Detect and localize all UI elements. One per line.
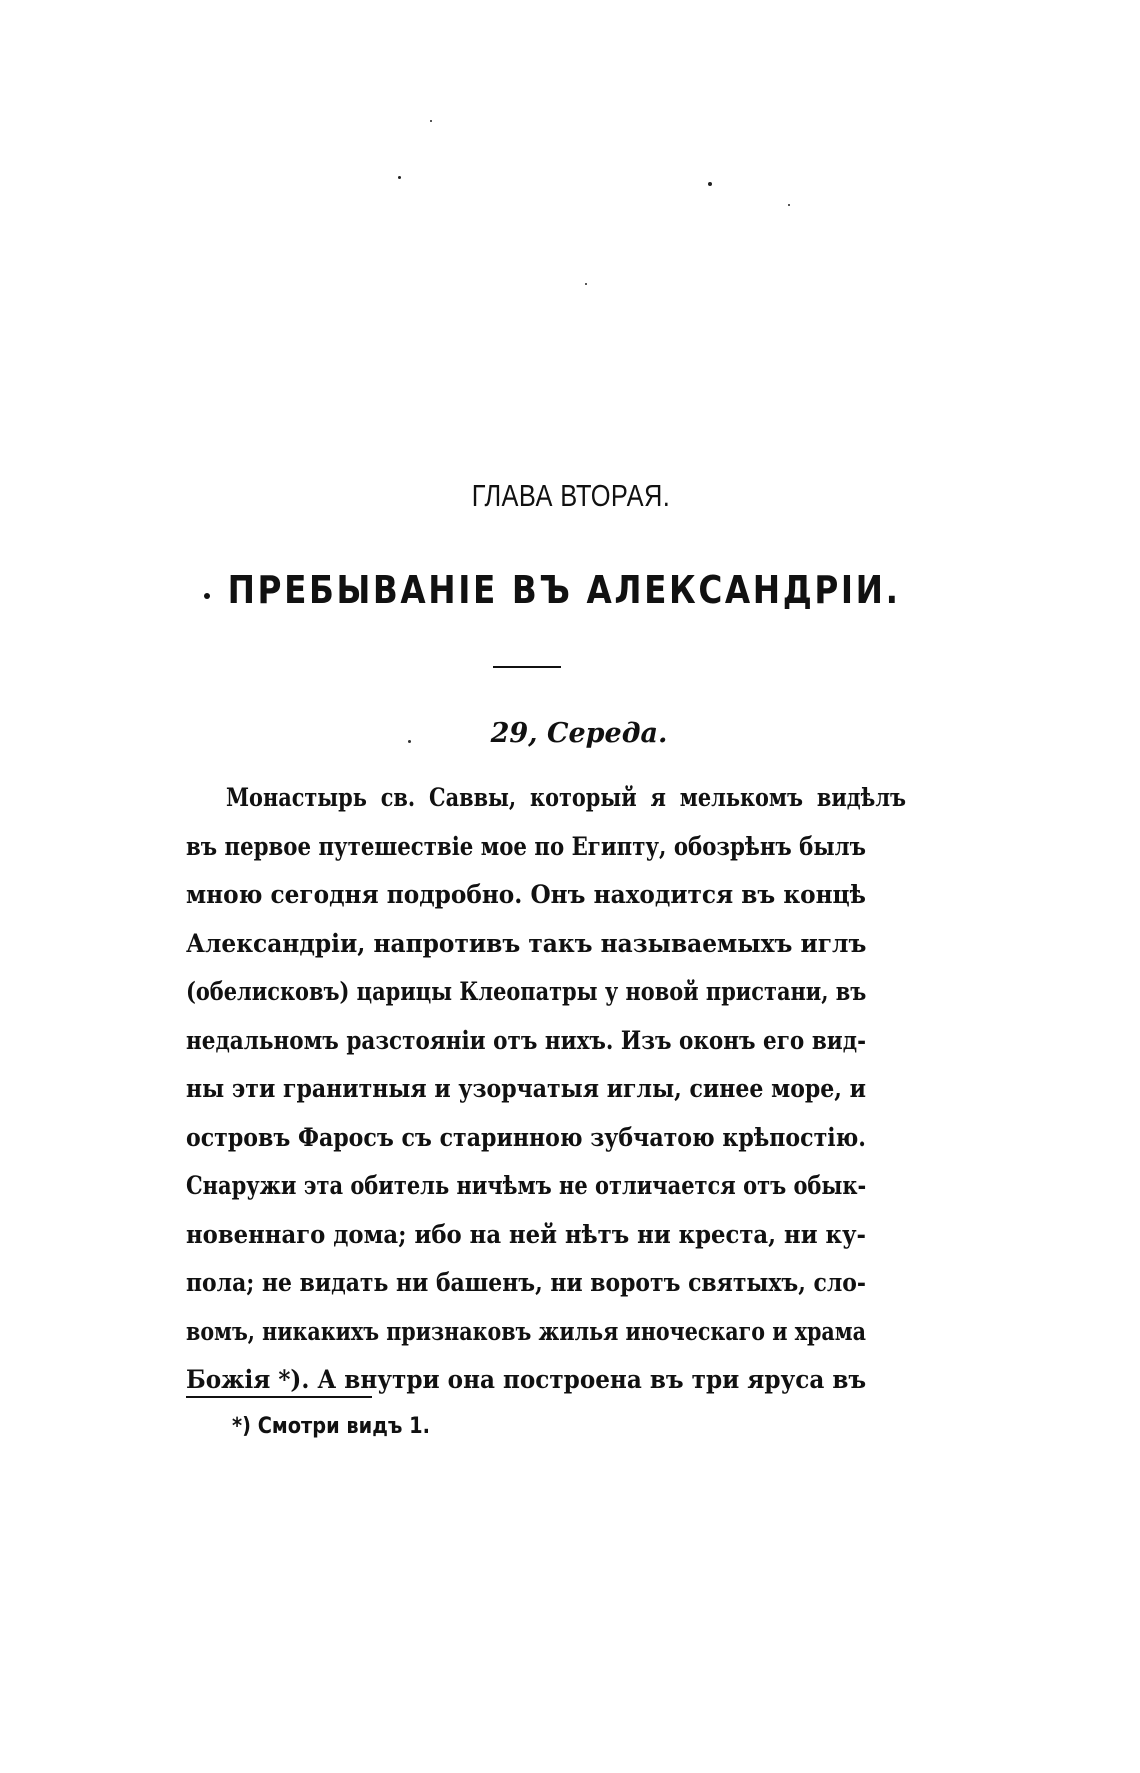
footnote-divider <box>186 1396 372 1398</box>
ink-speck <box>788 204 790 206</box>
ink-speck <box>708 182 712 186</box>
text-line: недальномъ разстояніи отъ нихъ. Изъ оконъ его вид- <box>186 1025 866 1055</box>
text-line: ны эти гранитныя и узорчатыя иглы, синее море, и <box>186 1074 866 1103</box>
chapter-label: ГЛАВА ВТОРАЯ. <box>471 478 671 513</box>
chapter-title: ПРЕБЫВАНІЕ ВЪ АЛЕКСАНДРІИ. <box>227 568 901 612</box>
text-line: Божія *). А внутри она построена въ три яруса въ <box>186 1365 867 1394</box>
text-line: Снаружи эта обитель ничѣмъ не отличается отъ обык- <box>186 1171 867 1200</box>
text-line: (обелисковъ) царицы Клеопатры у новой пристани, въ <box>186 977 867 1006</box>
text-line: вомъ, никакихъ признаковъ жилья иноческаго и храма <box>186 1316 866 1346</box>
text-line: Монастырь св. Саввы, который я мелькомъ видѣлъ <box>226 783 906 812</box>
ink-speck <box>430 120 432 122</box>
text-line: новеннаго дома; ибо на ней нѣтъ ни креста, ни ку- <box>186 1219 866 1249</box>
text-line: островъ Фаросъ съ старинною зубчатою крѣпостію. <box>186 1122 866 1152</box>
ink-speck <box>585 283 587 285</box>
text-line: въ первое путешествіе мое по Египту, обозрѣнъ былъ <box>186 831 866 861</box>
body-paragraph <box>186 774 906 1405</box>
text-line: мною сегодня подробно. Онъ находится въ концѣ <box>186 880 866 909</box>
title-divider <box>493 666 561 668</box>
entry-date: 29, Середа. <box>490 718 668 749</box>
footnote: *) Смотри видъ 1. <box>232 1414 430 1439</box>
ink-speck <box>398 176 401 179</box>
text-line: пола; не видать ни башенъ, ни воротъ святыхъ, сло- <box>186 1268 866 1297</box>
text-line: Александріи, напротивъ такъ называемыхъ иглъ <box>186 928 867 958</box>
